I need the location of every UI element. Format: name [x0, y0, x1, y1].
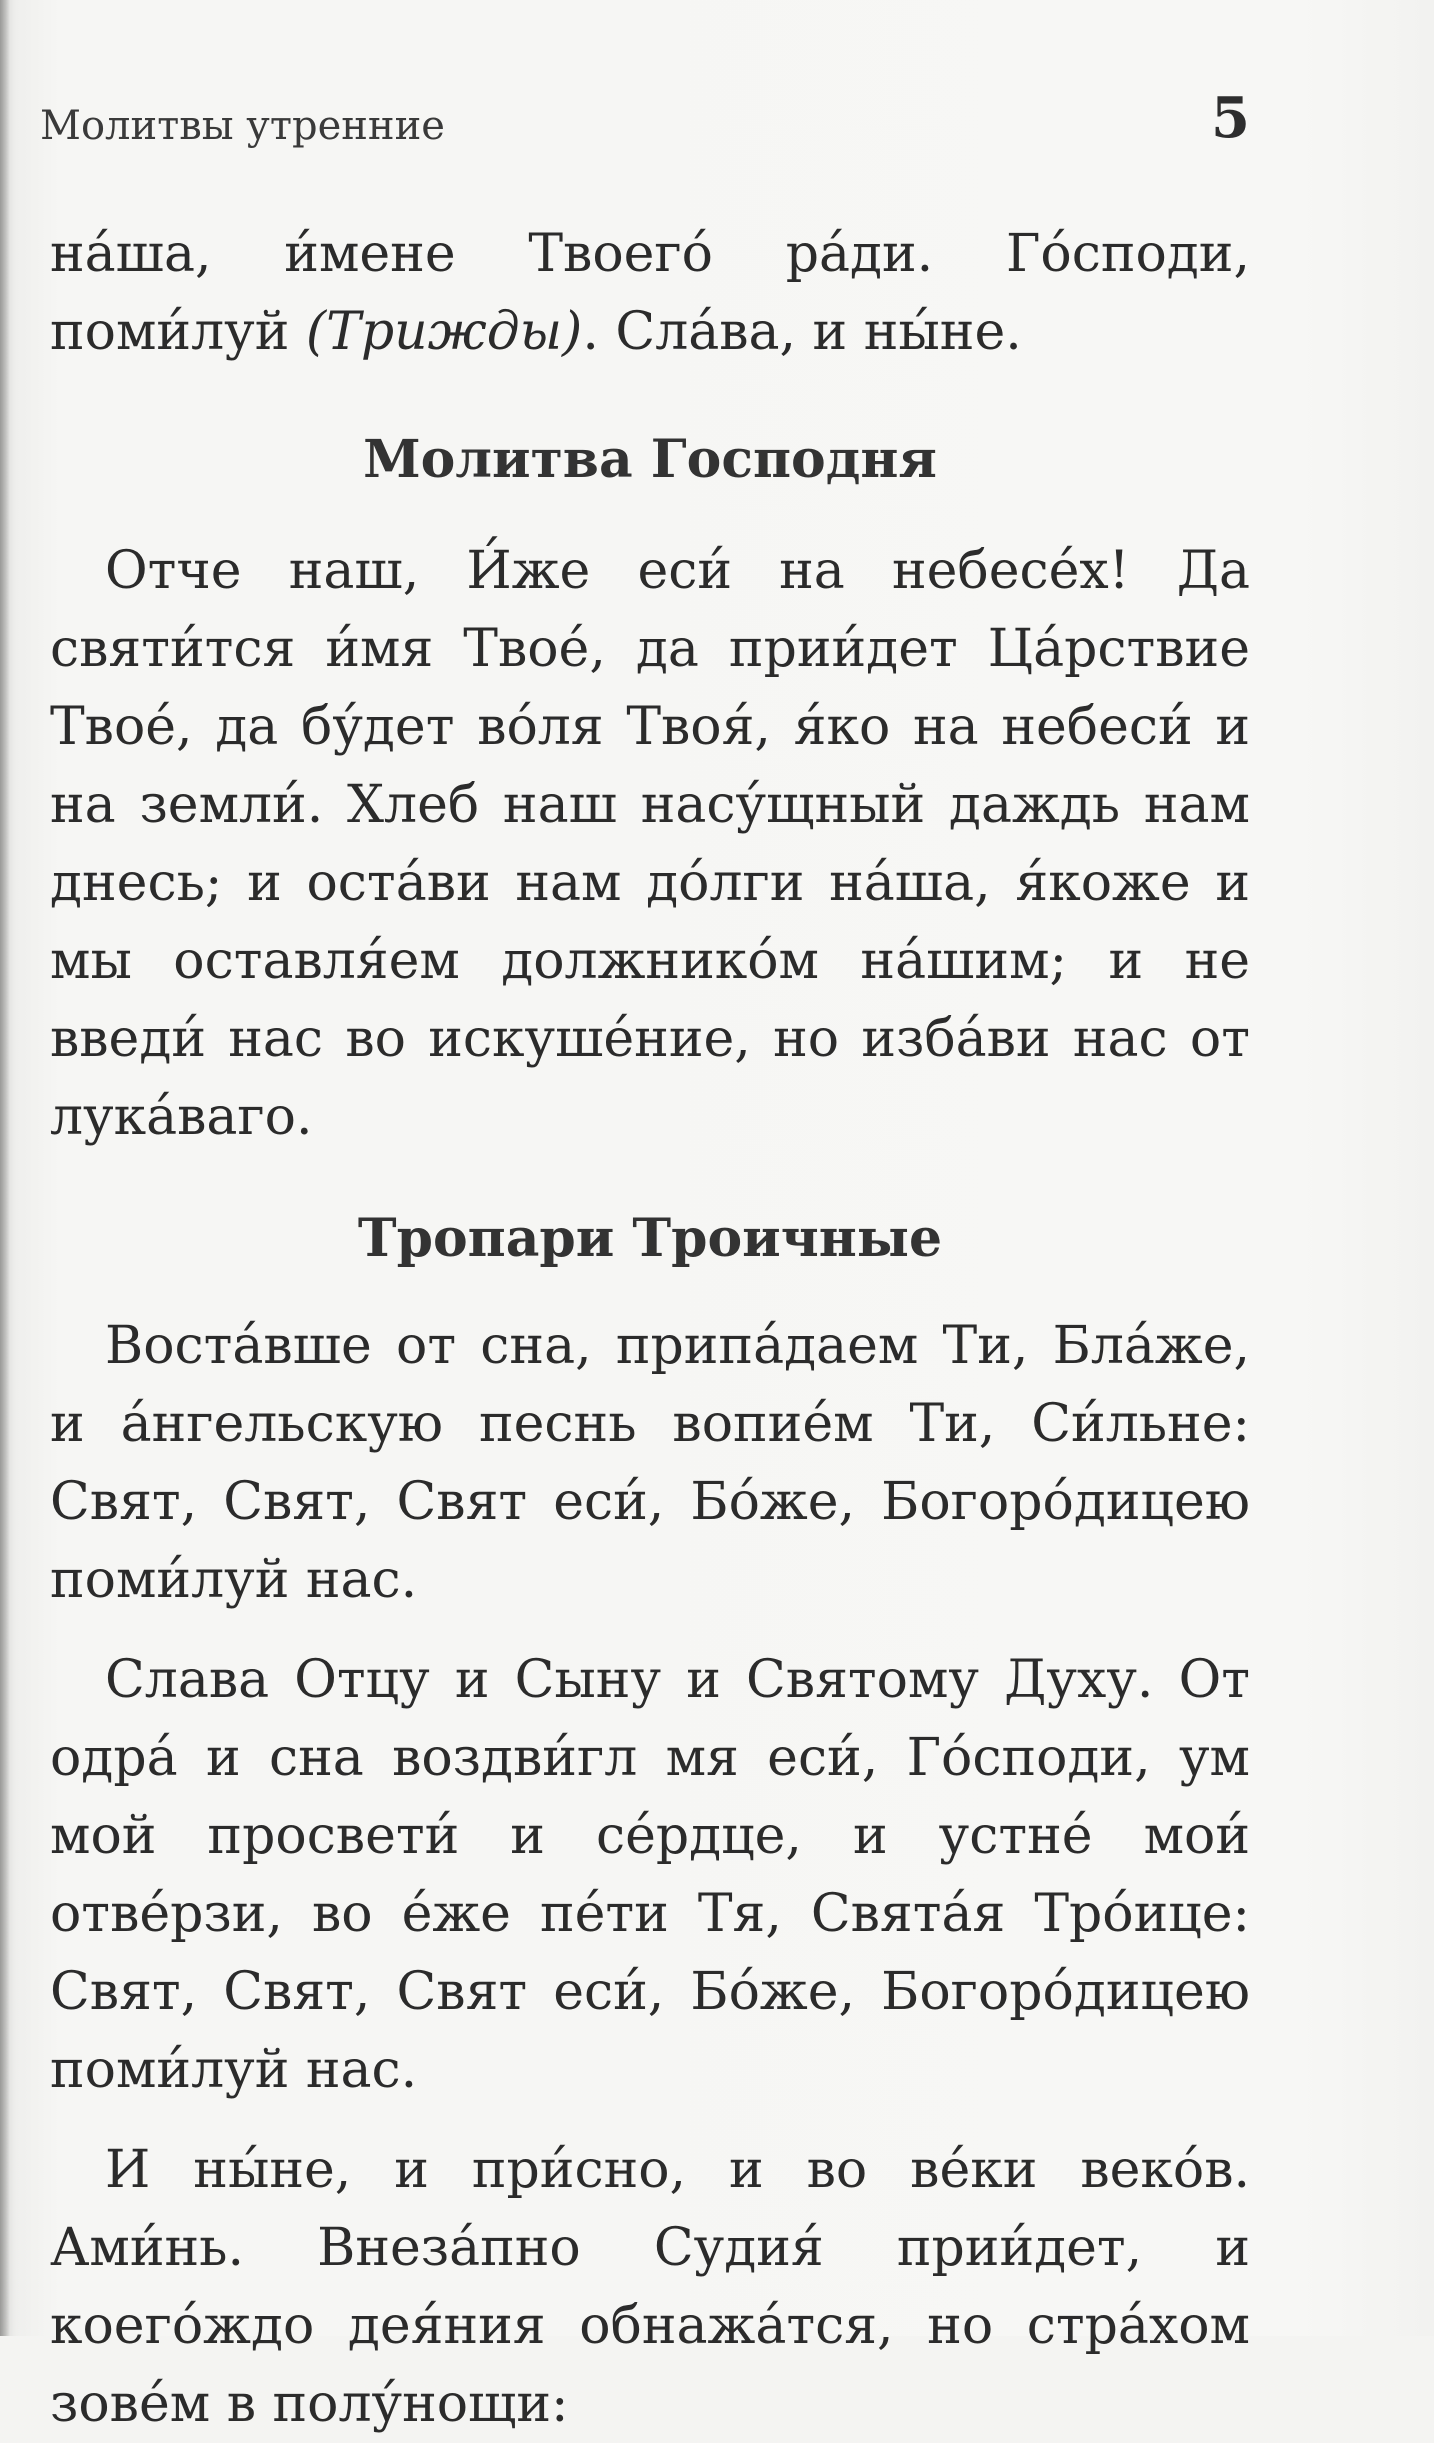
intro-text-before: на́ша, и́мене Твоего́ ра́ди. Го́споди, поми́луй	[50, 224, 1250, 362]
troparion-1: Воста́вше от сна, припа́даем Ти, Бла́же, и а́нгельскую песнь вопие́м Ти, Си́льне: Свят, Свят, Свят еси́, Бо́же, Богоро́дицею поми́луй нас.	[50, 1316, 1250, 1610]
lords-prayer-text: Отче наш, И́же еси́ на небесе́х! Да святи́тся и́мя Твое́, да прии́дет Ца́рствие Твое́, да бу́дет во́ля Твоя́, я́ко на небеси́ и на земли́. Хлеб наш насу́щный даждь нам днесь; и оста́ви нам до́лги на́ша, я́коже и мы оставля́ем должнико́м на́шим; и не введи́ нас во искуше́ние, но изба́ви нас от лука́ваго.	[50, 541, 1250, 1147]
running-title: Молитвы утренние	[40, 103, 445, 149]
paragraph-gap	[50, 2109, 1250, 2131]
paragraph-gap	[50, 1619, 1250, 1641]
intro-paragraph	[50, 215, 1250, 371]
page-number: 5	[1211, 85, 1250, 151]
troparion-2: Слава Отцу и Сыну и Святому Духу. От одра́ и сна воздви́гл мя еси́, Го́споди, ум мой просвети́ и се́рдце, и устне́ мои́ отве́рзи, во е́же пе́ти Тя, Свята́я Тро́ице: Свят, Свят, Свят еси́, Бо́же, Богоро́дицею поми́луй нас.	[50, 1650, 1250, 2100]
text-column	[50, 215, 1250, 2443]
intro-italic-note: (Трижды)	[305, 302, 583, 362]
page-spine-shadow	[0, 0, 10, 2336]
troparion-3: И ны́не, и при́сно, и во ве́ки веко́в. Ами́нь. Внеза́пно Судия́ прии́дет, и коего́ждо дея́ния обнажа́тся, но стра́хом зове́м в полу́нощи:	[50, 2140, 1250, 2434]
lords-prayer-heading: Молитва Господня	[363, 429, 937, 490]
troparia-heading: Тропари Троичные	[357, 1208, 943, 1269]
intro-text-after: . Сла́ва, и ны́не.	[582, 302, 1022, 362]
page-header	[40, 85, 1250, 165]
